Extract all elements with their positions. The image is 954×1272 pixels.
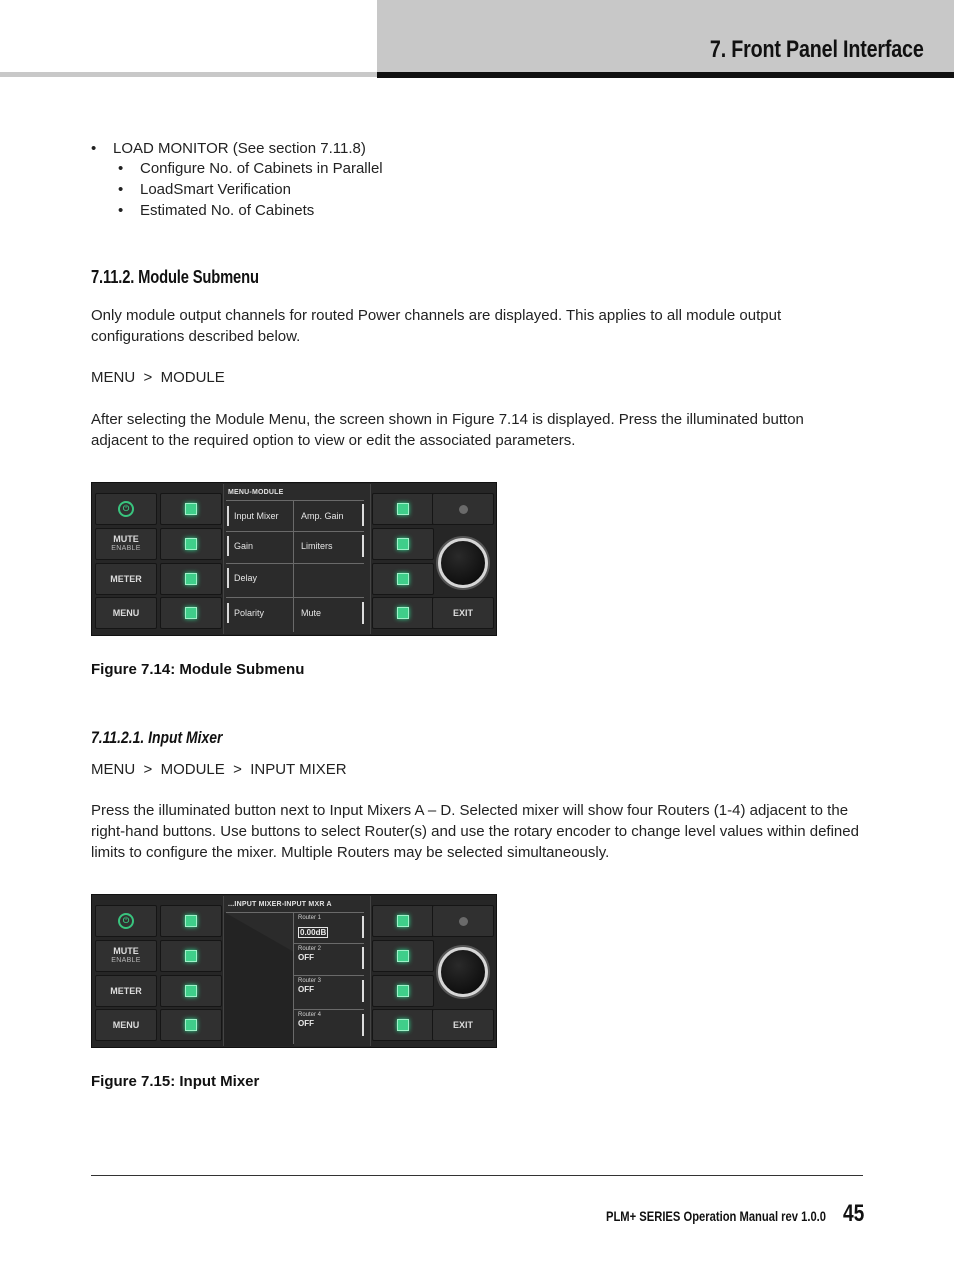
screen-divider bbox=[294, 975, 364, 976]
screen-option-amp-gain: Amp. Gain bbox=[301, 511, 344, 521]
left-soft-button-4[interactable] bbox=[160, 1009, 222, 1041]
power-button[interactable] bbox=[95, 905, 157, 937]
screen-title: MENU-MODULE bbox=[228, 489, 284, 496]
router-value: OFF bbox=[298, 1019, 314, 1028]
shading-polygon bbox=[224, 912, 294, 1046]
router-label: Router 4 bbox=[298, 1012, 322, 1018]
screen-right-bar bbox=[362, 947, 364, 969]
led-indicator bbox=[185, 985, 197, 997]
right-soft-button-3[interactable] bbox=[372, 563, 434, 595]
meter-label: METER bbox=[110, 574, 142, 584]
bullet-text: LOAD MONITOR (See section 7.11.8) bbox=[113, 140, 366, 157]
mute-label: MUTE bbox=[113, 534, 139, 544]
screen-divider bbox=[226, 500, 364, 501]
led-indicator bbox=[185, 607, 197, 619]
figure-caption-input-mixer: Figure 7.15: Input Mixer bbox=[91, 1073, 260, 1090]
screen-right-bar bbox=[362, 535, 364, 557]
bullet-text: LoadSmart Verification bbox=[140, 181, 291, 198]
left-soft-button-2[interactable] bbox=[160, 528, 222, 560]
status-led bbox=[459, 917, 468, 926]
screen-option-delay: Delay bbox=[227, 568, 257, 588]
right-soft-button-1[interactable] bbox=[372, 905, 434, 937]
right-soft-button-2[interactable] bbox=[372, 528, 434, 560]
menu-label: MENU bbox=[112, 1020, 140, 1030]
led-indicator bbox=[397, 985, 409, 997]
screen-option-polarity: Polarity bbox=[227, 603, 264, 623]
lcd-screen bbox=[223, 896, 371, 1046]
bullet-dot: • bbox=[118, 160, 124, 177]
right-soft-button-1[interactable] bbox=[372, 493, 434, 525]
chapter-title: 7. Front Panel Interface bbox=[710, 36, 924, 63]
left-soft-button-3[interactable] bbox=[160, 975, 222, 1007]
mute-enable-button[interactable] bbox=[95, 528, 157, 560]
bullet-dot: • bbox=[91, 140, 97, 157]
right-soft-button-4[interactable] bbox=[372, 1009, 434, 1041]
screen-option-gain: Gain bbox=[227, 536, 253, 556]
screen-divider bbox=[226, 531, 364, 532]
led-indicator bbox=[185, 573, 197, 585]
led-indicator bbox=[185, 503, 197, 515]
bullet-sub-1 bbox=[118, 158, 383, 179]
mute-label: MUTE bbox=[113, 946, 139, 956]
right-soft-button-2[interactable] bbox=[372, 940, 434, 972]
status-led bbox=[459, 505, 468, 514]
led-indicator bbox=[397, 538, 409, 550]
screen-divider bbox=[226, 912, 364, 913]
bullet-sub-3 bbox=[118, 200, 315, 221]
led-indicator bbox=[185, 950, 197, 962]
paragraph-module-select: After selecting the Module Menu, the screen shown in Figure 7.14 is displayed. Press the illuminated button adjacent to the required option to view or edit the associated parameters. bbox=[91, 411, 804, 449]
exit-button[interactable] bbox=[432, 1009, 494, 1041]
router-3-cell bbox=[298, 978, 321, 994]
router-value: OFF bbox=[298, 985, 314, 994]
bullet-text: Configure No. of Cabinets in Parallel bbox=[140, 160, 383, 177]
router-value: OFF bbox=[298, 953, 314, 962]
screen-right-bar bbox=[362, 504, 364, 526]
bullet-dot: • bbox=[118, 202, 124, 219]
paragraph-module-intro: Only module output channels for routed Power channels are displayed. This applies to all module output configurations described below. bbox=[91, 307, 782, 345]
lcd-screen bbox=[223, 484, 371, 634]
enable-label: ENABLE bbox=[111, 957, 141, 964]
menu-button[interactable] bbox=[95, 597, 157, 629]
screen-divider bbox=[226, 597, 364, 598]
led-indicator bbox=[397, 573, 409, 585]
figure-caption-module: Figure 7.14: Module Submenu bbox=[91, 661, 305, 678]
led-indicator bbox=[185, 538, 197, 550]
screen-divider bbox=[293, 500, 294, 632]
screen-title: ...INPUT MIXER-INPUT MXR A bbox=[228, 901, 332, 908]
screen-divider bbox=[294, 1009, 364, 1010]
right-soft-button-3[interactable] bbox=[372, 975, 434, 1007]
left-soft-button-1[interactable] bbox=[160, 493, 222, 525]
bullet-sub-2 bbox=[118, 179, 291, 200]
led-indicator bbox=[185, 1019, 197, 1031]
footer-rule bbox=[91, 1175, 863, 1176]
led-indicator bbox=[397, 915, 409, 927]
subsection-heading-input-mixer: 7.11.2.1. Input Mixer bbox=[91, 728, 223, 747]
led-indicator bbox=[397, 503, 409, 515]
bullet-dot: • bbox=[118, 181, 124, 198]
led-indicator bbox=[397, 1019, 409, 1031]
header-left-rule bbox=[0, 72, 377, 77]
router-1-cell bbox=[298, 915, 328, 940]
enable-label: ENABLE bbox=[111, 545, 141, 552]
mute-enable-button[interactable] bbox=[95, 940, 157, 972]
led-indicator bbox=[185, 915, 197, 927]
section-heading-module-submenu: 7.11.2. Module Submenu bbox=[91, 267, 259, 287]
right-soft-button-4[interactable] bbox=[372, 597, 434, 629]
screen-right-bar bbox=[362, 1014, 364, 1036]
status-led-button bbox=[432, 905, 494, 937]
power-icon: ⏻ bbox=[118, 501, 134, 517]
screen-divider bbox=[226, 563, 364, 564]
led-indicator bbox=[397, 950, 409, 962]
meter-button[interactable] bbox=[95, 563, 157, 595]
screen-divider bbox=[293, 912, 294, 1044]
menu-path-input-mixer: MENU > MODULE > INPUT MIXER bbox=[91, 761, 347, 778]
bullet-load-monitor bbox=[91, 138, 366, 159]
header-bar bbox=[377, 72, 954, 78]
router-value: 0.00dB bbox=[300, 928, 327, 937]
screen-divider bbox=[294, 943, 364, 944]
exit-label: EXIT bbox=[452, 1020, 473, 1030]
router-4-cell bbox=[298, 1012, 321, 1028]
left-soft-button-1[interactable] bbox=[160, 905, 222, 937]
screen-option-input-mixer: Input Mixer bbox=[227, 506, 279, 526]
power-button[interactable] bbox=[95, 493, 157, 525]
screen-right-bar bbox=[362, 916, 364, 938]
exit-button[interactable] bbox=[432, 597, 494, 629]
bullet-text: Estimated No. of Cabinets bbox=[140, 202, 315, 219]
status-led-button bbox=[432, 493, 494, 525]
screen-option-mute: Mute bbox=[301, 608, 322, 618]
screen-right-bar bbox=[362, 980, 364, 1002]
exit-label: EXIT bbox=[452, 608, 473, 618]
screen-option-limiters: Limiters bbox=[301, 541, 333, 551]
left-soft-button-2[interactable] bbox=[160, 940, 222, 972]
menu-label: MENU bbox=[112, 608, 140, 618]
meter-button[interactable] bbox=[95, 975, 157, 1007]
footer-manual-title: PLM+ SERIES Operation Manual rev 1.0.0 bbox=[606, 1208, 827, 1224]
meter-label: METER bbox=[110, 986, 142, 996]
front-panel-figure-module bbox=[91, 482, 497, 636]
paragraph-input-mixer: Press the illuminated button next to Input Mixers A – D. Selected mixer will show four Routers (1-4) adjacent to the right-hand buttons. Use buttons to select Router(s) and use the rotary encoder to change level values within defined limits to configure the mixer. Multiple Routers may be selected simultaneously. bbox=[91, 802, 859, 861]
screen-right-bar bbox=[362, 602, 364, 624]
power-icon: ⏻ bbox=[118, 913, 134, 929]
left-soft-button-4[interactable] bbox=[160, 597, 222, 629]
router-label: Router 3 bbox=[298, 978, 322, 984]
router-label: Router 1 bbox=[298, 915, 322, 921]
led-indicator bbox=[397, 607, 409, 619]
front-panel-figure-input-mixer bbox=[91, 894, 497, 1048]
menu-path-module: MENU > MODULE bbox=[91, 369, 225, 386]
rotary-encoder-knob[interactable] bbox=[438, 538, 488, 588]
screen-diagonal-shading bbox=[224, 912, 294, 1046]
router-2-cell bbox=[298, 946, 321, 962]
router-label: Router 2 bbox=[298, 946, 322, 952]
page-number: 45 bbox=[843, 1200, 865, 1227]
rotary-encoder-knob[interactable] bbox=[438, 947, 488, 997]
left-soft-button-3[interactable] bbox=[160, 563, 222, 595]
menu-button[interactable] bbox=[95, 1009, 157, 1041]
